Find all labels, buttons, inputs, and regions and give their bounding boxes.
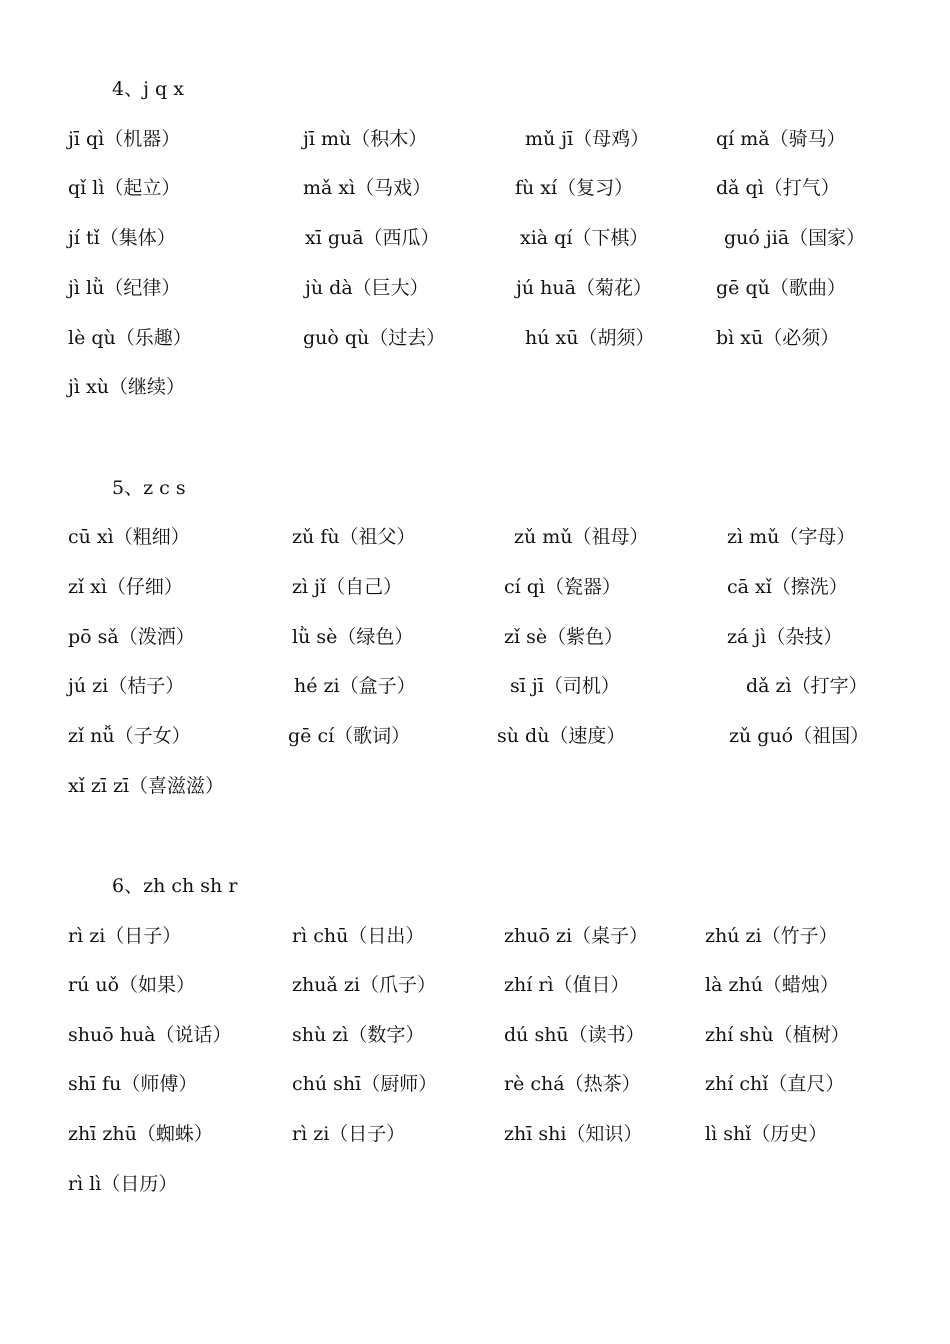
word-entry: cí qì（瓷器）: [504, 576, 621, 598]
word-entry: gē qǔ（歌曲）: [716, 277, 846, 299]
section-heading-zhchshr: 6、zh ch sh r: [112, 875, 238, 897]
word-entry: shī fu（师傅）: [68, 1073, 198, 1095]
section-heading-jqx: 4、j q x: [112, 78, 184, 100]
word-entry: xià qí（下棋）: [520, 227, 649, 249]
word-entry: lè qù（乐趣）: [68, 327, 192, 349]
word-entry: qí mǎ（骑马）: [716, 128, 846, 150]
word-entry: xǐ zī zī（喜滋滋）: [68, 775, 225, 797]
word-entry: cū xì（粗细）: [68, 526, 190, 548]
word-entry: jù dà（巨大）: [305, 277, 429, 299]
word-entry: rú uǒ（如果）: [68, 974, 196, 996]
word-entry: zhuō zi（桌子）: [504, 925, 649, 947]
word-entry: zì mǔ（字母）: [727, 526, 856, 548]
word-entry: shuō huà（说话）: [68, 1024, 232, 1046]
word-entry: cā xǐ（擦洗）: [727, 576, 848, 598]
word-entry: zǔ mǔ（祖母）: [514, 526, 649, 548]
word-entry: jì lǜ（纪律）: [68, 277, 181, 299]
word-entry: xī guā（西瓜）: [305, 227, 440, 249]
word-entry: rì zi（日子）: [292, 1123, 406, 1145]
word-entry: rè chá（热茶）: [504, 1073, 641, 1095]
word-entry: zhī shi（知识）: [504, 1123, 643, 1145]
word-entry: zǔ guó（祖国）: [729, 725, 870, 747]
word-entry: zǐ xì（仔细）: [68, 576, 183, 598]
word-entry: bì xū（必须）: [716, 327, 840, 349]
word-entry: jì xù（继续）: [68, 376, 185, 398]
word-entry: zhí rì（值日）: [504, 974, 630, 996]
word-entry: jī mù（积木）: [303, 128, 428, 150]
word-entry: zǐ sè（紫色）: [504, 626, 624, 648]
word-entry: sù dù（速度）: [497, 725, 626, 747]
word-entry: hé zi（盒子）: [294, 675, 416, 697]
word-entry: jú huā（菊花）: [516, 277, 652, 299]
word-entry: gē cí（歌词）: [288, 725, 411, 747]
word-entry: dǎ qì（打气）: [716, 177, 840, 199]
word-entry: lǜ sè（绿色）: [292, 626, 414, 648]
word-entry: zì jǐ（自己）: [292, 576, 403, 598]
word-entry: mǎ xì（马戏）: [303, 177, 432, 199]
word-entry: fù xí（复习）: [515, 177, 634, 199]
word-entry: là zhú（蜡烛）: [705, 974, 839, 996]
word-entry: dú shū（读书）: [504, 1024, 645, 1046]
section-heading-zcs: 5、z c s: [112, 477, 186, 499]
word-entry: shù zì（数字）: [292, 1024, 425, 1046]
word-entry: zǐ nǚ（子女）: [68, 725, 191, 747]
word-entry: zhú zi（竹子）: [705, 925, 838, 947]
word-entry: zhuǎ zi（爪子）: [292, 974, 436, 996]
word-entry: jí tǐ（集体）: [68, 227, 176, 249]
word-entry: zhī zhū（蜘蛛）: [68, 1123, 213, 1145]
word-entry: jī qì（机器）: [68, 128, 181, 150]
word-entry: mǔ jī（母鸡）: [525, 128, 650, 150]
word-entry: lì shǐ（历史）: [705, 1123, 828, 1145]
word-entry: hú xū（胡须）: [525, 327, 655, 349]
word-entry: guó jiā（国家）: [724, 227, 866, 249]
word-entry: guò qù（过去）: [303, 327, 446, 349]
word-entry: zhí shù（植树）: [705, 1024, 850, 1046]
word-entry: chú shī（厨师）: [292, 1073, 438, 1095]
word-entry: rì lì（日历）: [68, 1173, 178, 1195]
word-entry: rì zi（日子）: [68, 925, 182, 947]
word-entry: zá jì（杂技）: [727, 626, 843, 648]
word-entry: sī jī（司机）: [510, 675, 620, 697]
word-entry: qǐ lì（起立）: [68, 177, 181, 199]
word-entry: jú zi（桔子）: [68, 675, 185, 697]
word-entry: dǎ zì（打字）: [746, 675, 868, 697]
word-entry: zǔ fù（祖父）: [292, 526, 416, 548]
word-entry: pō sǎ（泼洒）: [68, 626, 195, 648]
word-entry: rì chū（日出）: [292, 925, 425, 947]
word-entry: zhí chǐ（直尺）: [705, 1073, 845, 1095]
